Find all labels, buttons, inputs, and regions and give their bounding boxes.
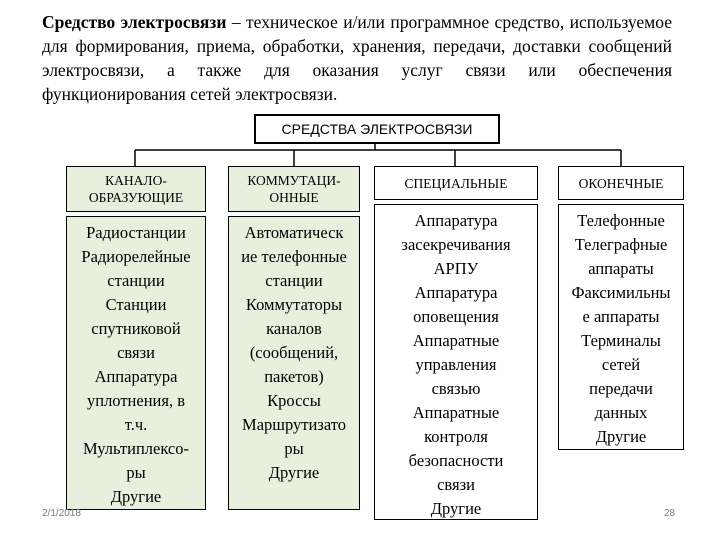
- list-item: связью: [431, 379, 481, 398]
- list-item: пакетов): [264, 367, 324, 386]
- list-item: контроля: [424, 427, 488, 446]
- list-switching: [228, 216, 360, 510]
- list-item: Факсимильны: [571, 283, 671, 302]
- list-item: Коммутаторы: [245, 295, 343, 314]
- list-item: Радиостанции: [86, 223, 186, 242]
- list-item: связи: [437, 475, 475, 494]
- list-item: уплотнения, в: [86, 391, 185, 410]
- list-item: Аппаратура: [94, 367, 178, 386]
- list-item: станции: [107, 271, 165, 290]
- header-line: ОБРАЗУЮЩИЕ: [88, 190, 184, 205]
- definition-term: Средство электросвязи: [42, 12, 227, 32]
- header-terminal: [558, 166, 684, 200]
- list-item: (сообщений,: [249, 343, 339, 362]
- list-item: Аппаратные: [412, 331, 500, 350]
- list-item: Кроссы: [267, 391, 321, 410]
- list-item: Автоматическ: [244, 223, 344, 242]
- list-item: станции: [265, 271, 323, 290]
- footer-date: 2/1/2018: [42, 508, 81, 519]
- list-item: т.ч.: [124, 415, 148, 434]
- list-item: управления: [415, 355, 497, 374]
- list-item: оповещения: [413, 307, 499, 326]
- list-item: АРПУ: [433, 259, 479, 278]
- list-item: Другие: [430, 499, 482, 518]
- list-item: спутниковой: [91, 319, 181, 338]
- list-item: аппараты: [588, 259, 654, 278]
- page-number: 28: [664, 508, 676, 519]
- header-channel-forming: [66, 166, 206, 212]
- list-item: Терминалы: [581, 331, 661, 350]
- list-terminal: [558, 204, 684, 450]
- header-line: СПЕЦИАЛЬНЫЕ: [404, 175, 508, 191]
- list-item: ры: [284, 439, 304, 458]
- definition-text: – техническое и/или программное средство, используемое для формирования, приема, обработки, хранения, передачи, доставки сообщений электросвязи, а также для оказания услуг связи или обеспечения функционирования сетей электросвязи.: [42, 12, 672, 104]
- list-item: Станции: [105, 295, 167, 314]
- list-item: передачи: [589, 379, 653, 398]
- header-switching: [228, 166, 360, 212]
- header-line: ОКОНЕЧНЫЕ: [578, 175, 664, 191]
- list-item: Другие: [110, 487, 162, 506]
- list-item: связи: [117, 343, 155, 362]
- list-item: Мультиплексо-: [82, 439, 190, 458]
- list-item: Другие: [268, 463, 320, 482]
- list-item: ие телефонные: [241, 247, 347, 266]
- list-item: Радиорелейные: [81, 247, 191, 266]
- list-item: Аппаратура: [414, 211, 498, 230]
- list-item: Аппаратные: [412, 403, 500, 422]
- list-item: засекречивания: [401, 235, 511, 254]
- header-line: КАНАЛО-: [105, 173, 167, 188]
- list-item: каналов: [266, 319, 322, 338]
- list-item: Аппаратура: [414, 283, 498, 302]
- header-line: КОММУТАЦИ-: [247, 173, 341, 188]
- root-node: СРЕДСТВА ЭЛЕКТРОСВЯЗИ: [254, 114, 500, 144]
- list-special: [374, 204, 538, 520]
- list-item: Другие: [595, 427, 647, 446]
- list-item: Маршрутизато: [242, 415, 346, 434]
- list-item: Телефонные: [577, 211, 665, 230]
- list-channel-forming: [66, 216, 206, 510]
- list-item: данных: [594, 403, 648, 422]
- list-item: безопасности: [408, 451, 504, 470]
- list-item: Телеграфные: [574, 235, 668, 254]
- list-item: сетей: [601, 355, 641, 374]
- list-item: ры: [126, 463, 146, 482]
- header-line: ОННЫЕ: [269, 190, 319, 205]
- header-special: [374, 166, 538, 200]
- list-item: е аппараты: [582, 307, 660, 326]
